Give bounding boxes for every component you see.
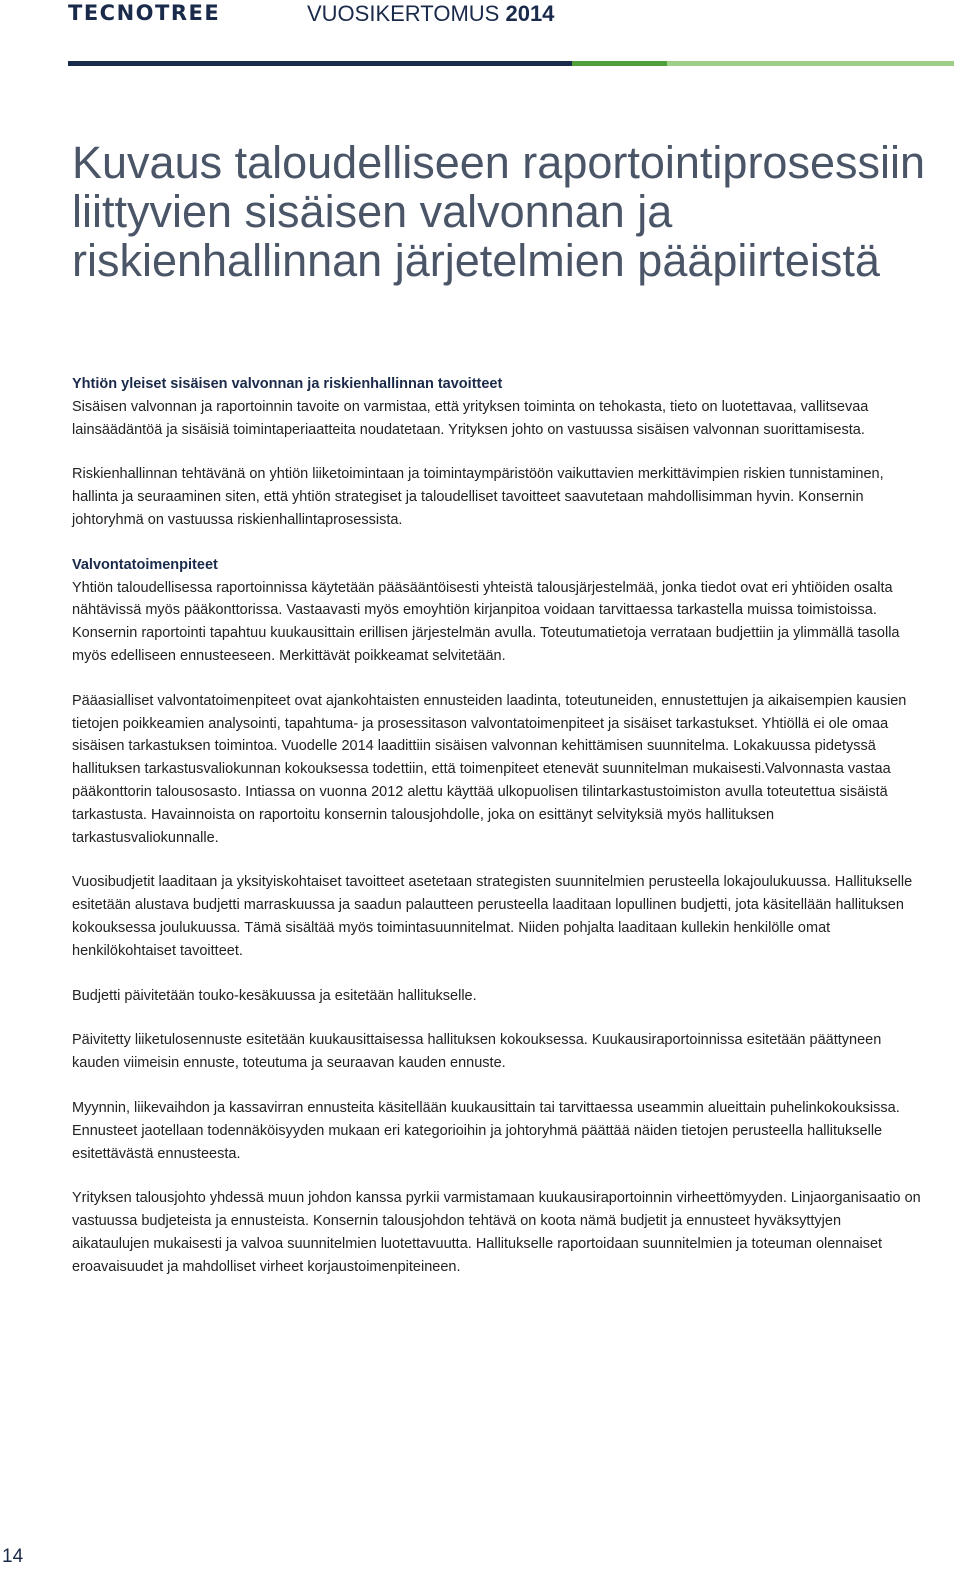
divider-segment-light-green [667,61,954,66]
report-title [307,1,554,27]
paragraph: Päivitetty liiketulosennuste esitetään kuukausittaisessa hallituksen kokouksessa. Kuukausiraportoinnissa esitetään päättyneen kauden viimeisin ennuste, toteutuma ja seuraavan kauden ennuste. [72,1032,882,1072]
paragraph: Sisäisen valvonnan ja raportoinnin tavoite on varmistaa, että yrityksen toiminta on tehokasta, tieto on luotettavaa, vallitsevaa lainsäädäntöä ja sisäisiä toimintaperiaatteita noudatetaan. Yrityksen johto on vastuussa sisäisen valvonnan suorittamisesta. [72,398,869,438]
page-title: Kuvaus taloudelliseen raportointiprosessiin liittyvien sisäisen valvonnan ja riskienhallinnan järjetelmien pääpiirteistä [72,137,926,286]
body-content [72,373,922,1279]
section-heading: Yhtiön yleiset sisäisen valvonnan ja riskienhallinnan tavoitteet [72,376,503,392]
paragraph: Riskienhallinnan tehtävänä on yhtiön liiketoimintaan ja toimintaympäristöön vaikuttavien merkittävimpien riskien tunnistaminen, hallinta ja seuraaminen siten, että yhtiön strategiset ja taloudelliset tavoitteet saavutetaan mahdollisimman hyvin. Konsernin johtoryhmä on vastuussa riskienhallintaprosessista. [72,466,884,528]
header-divider [68,61,954,66]
report-year: 2014 [505,1,555,26]
page-number: 14 [2,1546,24,1567]
paragraph: Yhtiön taloudellisessa raportoinnissa käytetään pääsääntöisesti yhteistä talousjärjestelmää, jonka tiedot ovat eri yhtiöiden osalta nähtävissä myös pääkonttorissa. Vastaavasti myös emoyhtiön kirjanpitoa voidaan tarvittaessa tarkastella muissa toimistoissa. Konsernin raportointi tapahtuu kuukausittain erillisen järjestelmän avulla. Toteutumatietoja verrataan budjettiin ja ylimmällä tasolla myös edelliseen ennusteeseen. Merkittävät poikkeamat selvitetään. [72,579,900,664]
paragraph: Budjetti päivitetään touko-kesäkuussa ja esitetään hallitukselle. [72,987,477,1004]
report-title-text: VUOSIKERTOMUS [307,1,500,26]
paragraph: Myynnin, liikevaihdon ja kassavirran ennusteita käsitellään kuukausittain tai tarvittaessa useammin alueittain puhelinkokouksissa. Ennusteet jaotellaan todennäköisyyden mukaan eri kategorioihin ja johtoryhmä päättää näiden tietojen perusteella hallitukselle esitettävästä ennusteesta. [72,1099,900,1162]
brand-logo: TECNOTREE [68,1,221,25]
paragraph: Yrityksen talousjohto yhdessä muun johdon kanssa pyrkii varmistamaan kuukausiraportoinnin virheettömyyden. Linjaorganisaatio on vastuussa budjeteista ja ennusteista. Konsernin talousjohdon tehtävä on koota nämä budjetit ja ennusteet hyväksyttyjen aikataulujen mukaisesti ja valvoa suunnitelmien luotettavuutta. Hallitukselle raportoidaan suunnitelmien ja toteuman olennaiset eroavaisuudet ja mahdolliset virheet korjaustoimenpiteineen. [72,1190,921,1275]
paragraph: Pääasialliset valvontatoimenpiteet ovat ajankohtaisten ennusteiden laadinta, toteutuneiden, ennustettujen ja aikaisempien kausien tietojen poikkeamien analysointi, tapahtuma- ja prosessitason valvontatoimenpiteet ja sisäiset tarkastukset. Yhtiöllä ei ole omaa sisäisen tarkastuksen toimintoa. Vuodelle 2014 laadittiin sisäisen valvonnan kehittämisen suunnitelma. Lokakuussa pidetyssä hallituksen tarkastusvaliokunnan kokouksessa todettiin, että toimenpiteet etenevät suunnitelman mukaisesti.Valvonnasta vastaa pääkonttorin talousosasto. Intiassa on vuonna 2012 alettu käyttää ulkopuolisen tilintarkastustoimiston avulla toteutettua sisäistä tarkastusta. Havainnoista on raportoitu konsernin talousjohdolle, joka on esittänyt selvityksiä myös hallituksen tarkastusvaliokunnalle. [72,692,907,846]
paragraph: Vuosibudjetit laaditaan ja yksityiskohtaiset tavoitteet asetetaan strategisten suunnitelmien perusteella lokajoulukuussa. Hallitukselle esitetään alustava budjetti marraskuussa ja saadun palautteen perusteella laaditaan lopullinen budjetti, jota käsitellään hallituksen kokouksessa joulukuussa. Tämä sisältää myös toimintasuunnitelmat. Niiden pohjalta laaditaan kullekin henkilölle omat henkilökohtaiset tavoitteet. [72,874,913,959]
section-heading: Valvontatoimenpiteet [72,556,218,573]
divider-segment-navy [68,61,572,66]
divider-segment-green [572,61,667,66]
